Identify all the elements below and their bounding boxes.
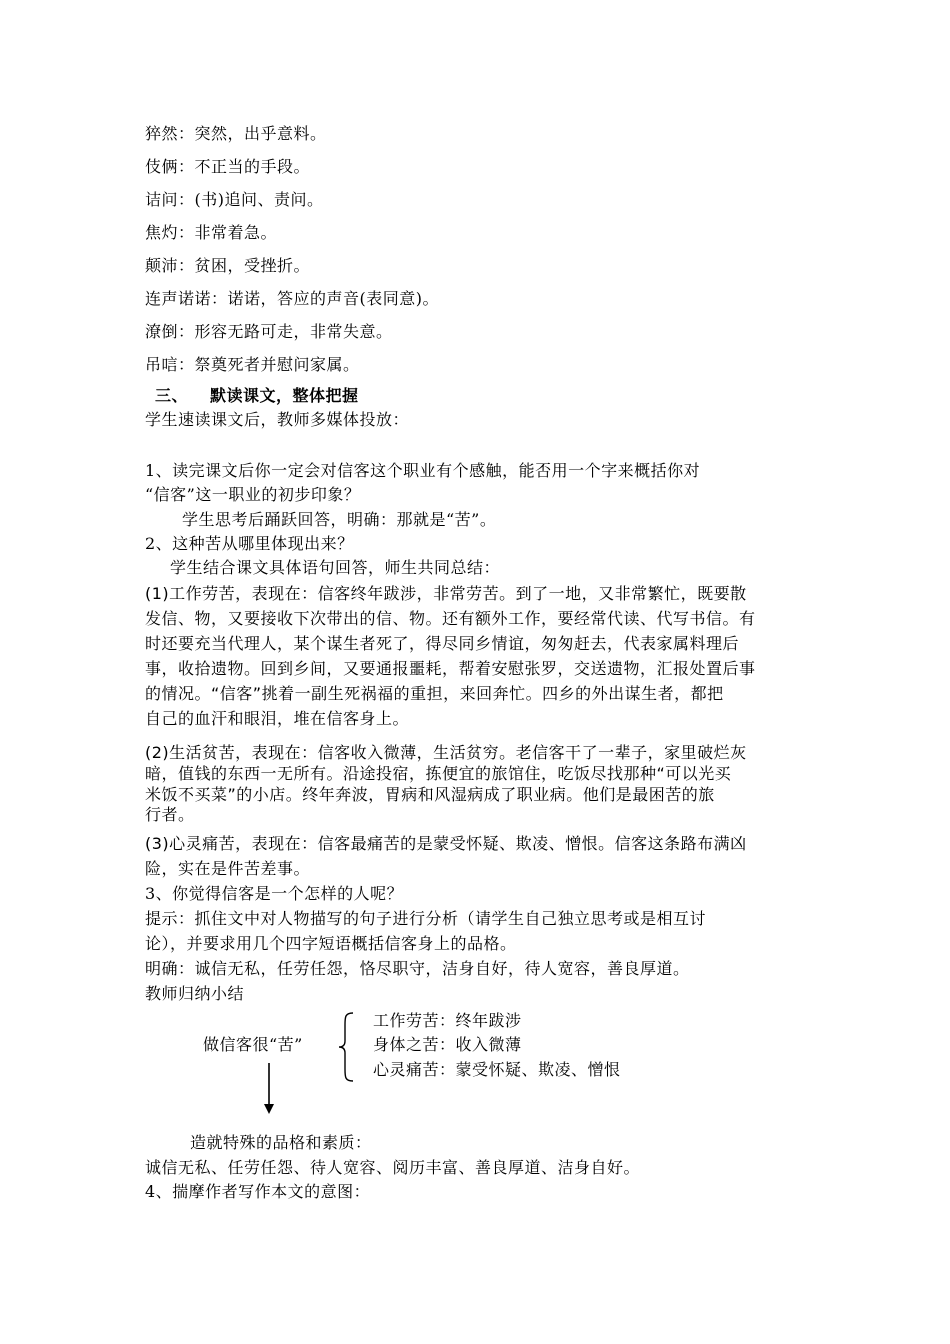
question-4: 4、揣摩作者写作本文的意图： [145,1182,371,1201]
glossary-item: 焦灼：非常着急。 [145,223,278,242]
paragraph-2-line: 暗，值钱的东西一无所有。沿途投宿，拣便宜的旅馆住，吃饭尽找那种“可以光买 [145,764,732,783]
glossary-item: 伎俩：不正当的手段。 [145,157,311,176]
diagram-result-label: 造就特殊的品格和素质： [190,1133,372,1152]
curly-brace-icon [337,1011,357,1083]
paragraph-1-line: 的情况。“信客”挑着一副生死祸福的重担，来回奔忙。四乡的外出谋生者，都把 [145,684,724,703]
paragraph-1-line: 事，收拾遗物。回到乡间，又要通报噩耗，帮着安慰张罗，交送遗物，汇报处置后事 [145,659,756,678]
glossary-item: 连声诺诺：诺诺，答应的声音(表同意)。 [145,289,439,308]
summary-diagram [195,1005,715,1125]
diagram-item: 身体之苦：收入微薄 [373,1035,522,1054]
paragraph-2-line: 米饭不买菜”的小店。终年奔波，胃病和风湿病成了职业病。他们是最困苦的旅 [145,785,715,804]
section-heading: 默读课文，整体把握 [210,386,359,405]
question-3: 3、你觉得信客是一个怎样的人呢？ [145,884,404,903]
paragraph-1-line: 时还要充当代理人，某个谋生者死了，得尽同乡情谊，匆匆赶去，代表家属料理后 [145,634,740,653]
question-3-hint-line-2: 论），并要求用几个四字短语概括信客身上的品格。 [145,934,517,953]
question-2-intro: 学生结合课文具体语句回答，师生共同总结： [170,558,501,577]
glossary-item: 颠沛：贫困，受挫折。 [145,256,311,275]
glossary-item: 吊唁：祭奠死者并慰问家属。 [145,355,360,374]
paragraph-3-line: 险，实在是件苦差事。 [145,859,311,878]
diagram-result: 诚信无私、任劳任怨、待人宽容、阅历丰富、善良厚道、洁身自好。 [145,1158,641,1177]
paragraph-3-line: (3)心灵痛苦，表现在：信客最痛苦的是蒙受怀疑、欺凌、憎恨。信客这条路布满凶 [145,834,747,853]
question-2: 2、这种苦从哪里体现出来？ [145,534,354,553]
paragraph-2-line: (2)生活贫苦，表现在：信客收入微薄，生活贫穷。老信客干了一辈子，家里破烂灰 [145,743,747,762]
glossary-item: 潦倒：形容无路可走，非常失意。 [145,322,393,341]
glossary-item: 猝然：突然，出乎意料。 [145,124,327,143]
question-1-line-1: 1、读完课文后你一定会对信客这个职业有个感触，能否用一个字来概括你对 [145,461,701,480]
paragraph-1-line: (1)工作劳苦，表现在：信客终年跋涉，非常劳苦。到了一地，又非常繁忙，既要散 [145,584,747,603]
question-3-clarification: 明确：诚信无私，任劳任怨，恪尽职守，洁身自好，待人宽容，善良厚道。 [145,959,690,978]
glossary-item: 诘问：(书)追问、责问。 [145,190,324,209]
section-number: 三、 [155,386,189,405]
question-3-hint-line-1: 提示：抓住文中对人物描写的句子进行分析（请学生自己独立思考或是相互讨 [145,909,707,928]
paragraph-2-line: 行者。 [145,805,195,824]
question-1-line-2: “信客”这一职业的初步印象？ [145,485,361,504]
diagram-main-label: 做信客很“苦” [203,1035,303,1054]
summary-label: 教师归纳小结 [145,984,245,1003]
intro-text: 学生速读课文后，教师多媒体投放： [145,410,410,429]
paragraph-1-line: 自己的血汗和眼泪，堆在信客身上。 [145,709,410,728]
question-1-answer: 学生思考后踊跃回答，明确：那就是“苦”。 [182,510,497,529]
diagram-item: 心灵痛苦：蒙受怀疑、欺凌、憎恨 [373,1060,621,1079]
diagram-item: 工作劳苦：终年跋涉 [373,1011,522,1030]
paragraph-1-line: 发信、物，又要接收下次带出的信、物。还有额外工作，要经常代读、代写书信。有 [145,609,756,628]
arrow-down-icon [259,1061,279,1117]
